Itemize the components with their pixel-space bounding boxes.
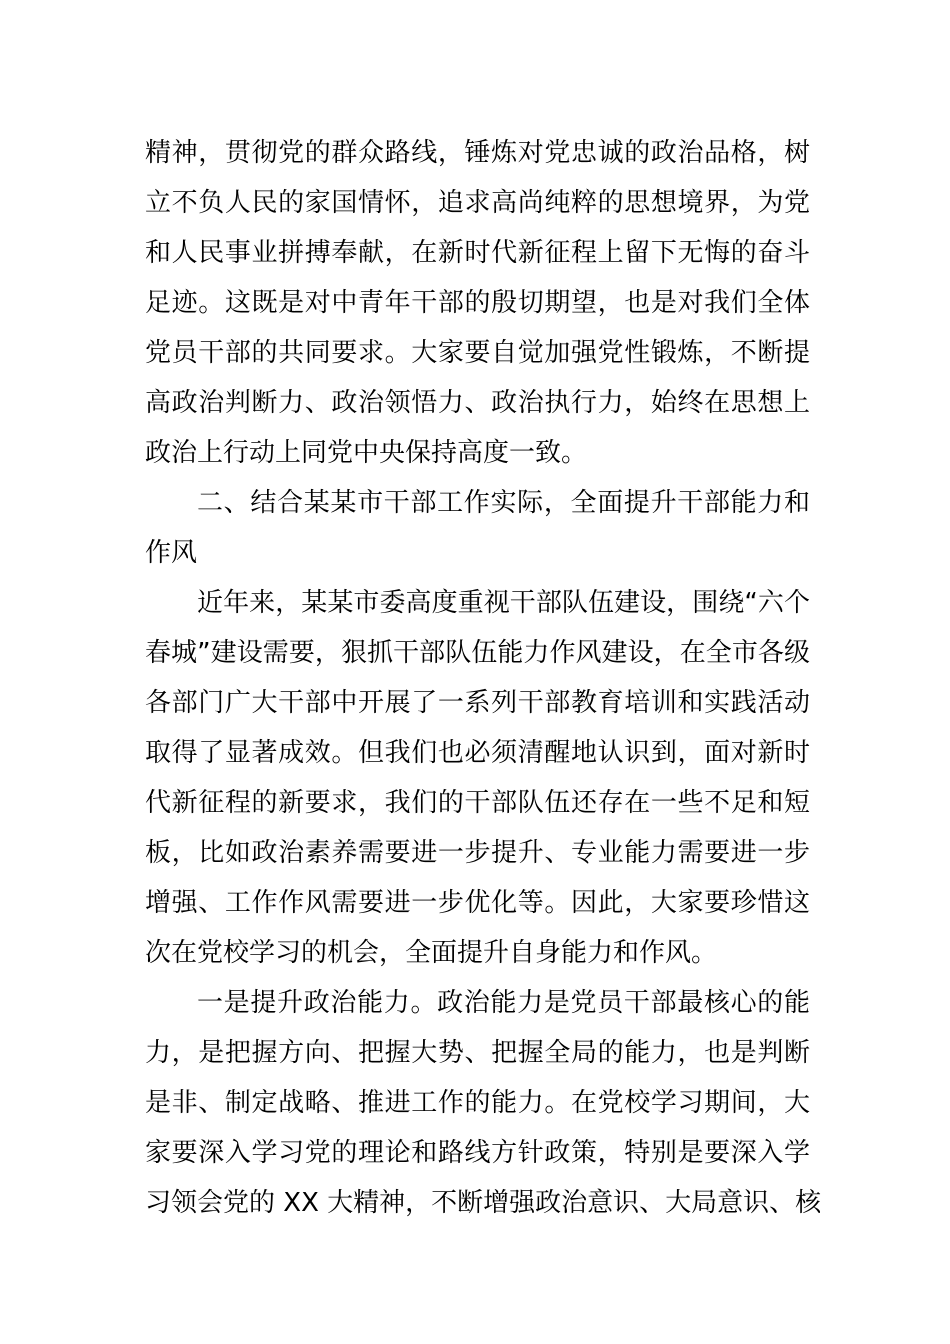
text-line: 近年来，某某市委高度重视干部队伍建设，围绕“六个 [197, 588, 810, 618]
text-line: 党员干部的共同要求。大家要自觉加强党性锻炼，不断提 [145, 338, 810, 368]
body-text [145, 128, 822, 1228]
text-line: 足迹。这既是对中青年干部的殷切期望，也是对我们全体 [145, 288, 810, 318]
text-line: 力，是把握方向、把握大势、把握全局的能力，也是判断 [145, 1038, 810, 1068]
text-line: 习领会党的 XX 大精神，不断增强政治意识、大局意识、核 [145, 1188, 822, 1218]
section-heading-line: 二、结合某某市干部工作实际，全面提升干部能力和 [197, 488, 810, 518]
section-heading-line: 作风 [145, 538, 198, 568]
text-line: 高政治判断力、政治领悟力、政治执行力，始终在思想上 [145, 388, 810, 418]
text-line: 精神，贯彻党的群众路线，锤炼对党忠诚的政治品格，树 [145, 138, 810, 168]
text-line: 取得了显著成效。但我们也必须清醒地认识到，面对新时 [145, 738, 810, 768]
text-line: 立不负人民的家国情怀，追求高尚纯粹的思想境界，为党 [145, 188, 810, 218]
text-line: 家要深入学习党的理论和路线方针政策，特别是要深入学 [145, 1138, 810, 1168]
text-line: 增强、工作作风需要进一步优化等。因此，大家要珍惜这 [145, 888, 810, 918]
text-line: 各部门广大干部中开展了一系列干部教育培训和实践活动 [145, 688, 810, 718]
text-line: 一是提升政治能力。政治能力是党员干部最核心的能 [197, 988, 810, 1018]
text-line: 板，比如政治素养需要进一步提升、专业能力需要进一步 [145, 838, 810, 868]
text-line: 代新征程的新要求，我们的干部队伍还存在一些不足和短 [145, 788, 810, 818]
text-line: 次在党校学习的机会，全面提升自身能力和作风。 [145, 938, 718, 968]
text-line: 政治上行动上同党中央保持高度一致。 [145, 438, 588, 468]
text-line: 和人民事业拼搏奉献，在新时代新征程上留下无悔的奋斗 [145, 238, 810, 268]
text-line: 是非、制定战略、推进工作的能力。在党校学习期间，大 [145, 1088, 810, 1118]
text-line: 春城”建设需要，狠抓干部队伍能力作风建设，在全市各级 [145, 638, 810, 668]
